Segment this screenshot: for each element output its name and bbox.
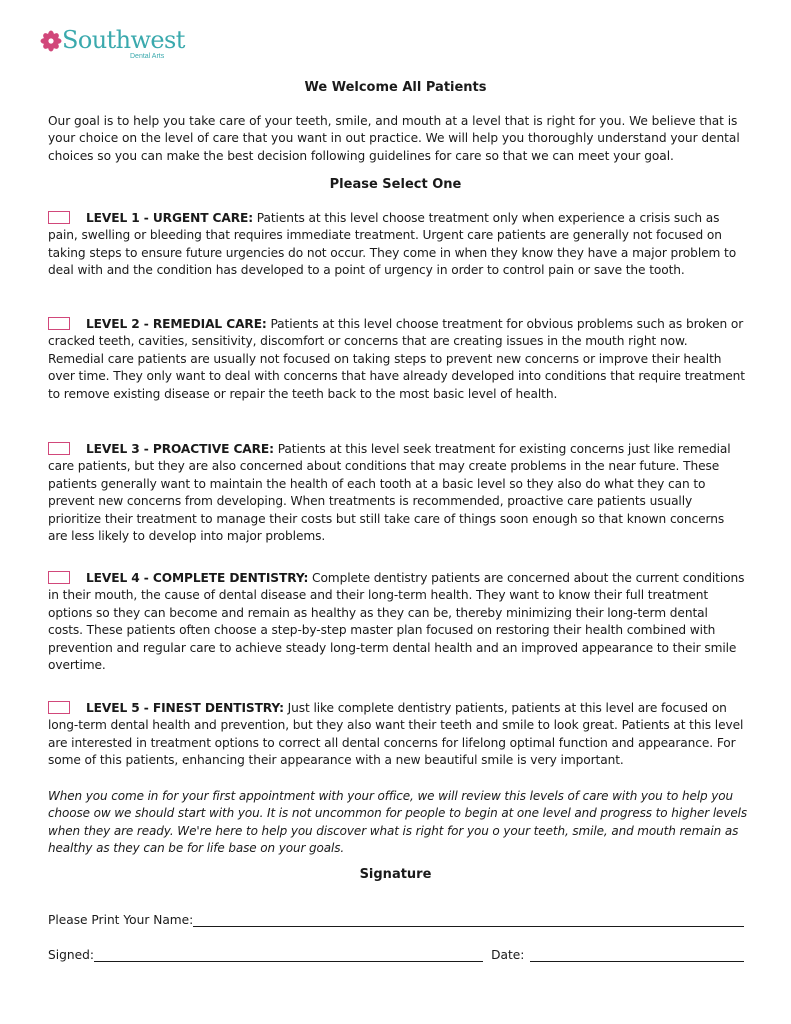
- date-label: Date:: [491, 948, 525, 962]
- level-3-description: Patients at this level seek treatment for existing concerns just like remedial care patients, but they are also concerned about conditions that may create problems in the near future. These patients generally want to maintain the health of each tooth at a basic level so they also do what they can to prevent new concerns from developing. When treatments is recommended, proactive care patients usually prioritize their treatment to manage their costs but still take care of things soon enough so that known concerns are less likely to develop into major problems.: [48, 442, 731, 544]
- level-4-title: LEVEL 4 - COMPLETE DENTISTRY:: [86, 571, 309, 585]
- practice-logo: [40, 26, 210, 62]
- level-3-title: LEVEL 3 - PROACTIVE CARE:: [86, 442, 274, 456]
- select-heading: Please Select One: [329, 177, 462, 192]
- signature-field-row: [48, 946, 744, 962]
- name-label: Please Print Your Name:: [48, 913, 194, 927]
- signature-line-field[interactable]: [94, 946, 483, 962]
- level-5-option: [48, 700, 746, 770]
- level-5-title: LEVEL 5 - FINEST DENTISTRY:: [86, 701, 284, 715]
- level-3-option: [48, 441, 746, 545]
- level-4-description: Complete dentistry patients are concerned about the current conditions in their mouth, the cause of dental disease and their long-term health. They want to know their full treatment options so they can become and remain as healthy as they can be, thereby minimizing their long-term dental costs. These patients often choose a step-by-step master plan focused on restoring their health combined with prevention and regular care to achieve steady long-term dental health and an improved appearance to their smile overtime.: [48, 571, 745, 673]
- level-2-checkbox[interactable]: [48, 317, 70, 330]
- level-5-description: Just like complete dentistry patients, patients at this level are focused on long-term dental health and prevention, but they also want their teeth and smile to look great. Patients at this level are interested in treatment options to correct all dental concerns for lifelong optimal function and appearance. For some of this patients, enhancing their appearance with a new beautiful smile is very important.: [48, 701, 744, 768]
- date-line-field[interactable]: [530, 946, 744, 962]
- page-title: We Welcome All Patients: [304, 80, 487, 95]
- level-5-checkbox[interactable]: [48, 701, 70, 714]
- signature-heading: Signature: [359, 867, 432, 882]
- closing-note: When you come in for your first appointment with your office, we will review this levels of care with you to help you choose ow we should start with you. It is not uncommon for people to begin at one level and progress to higher levels when they are ready. We're here to help you discover what is right for you o your teeth, smile, and mouth remain as healthy as they can be for life base on your goals.: [48, 789, 748, 856]
- name-line-field[interactable]: [193, 911, 744, 927]
- flower-icon: [40, 30, 62, 52]
- logo-subtitle: Dental Arts: [130, 53, 165, 60]
- level-2-option: [48, 316, 746, 403]
- intro-paragraph: Our goal is to help you take care of your teeth, smile, and mouth at a level that is right for you. We believe that is your choice on the level of care that you want in out practice. We will help you thoroughly understand your dental choices so you can make the best decision following guidelines for care so that we can meet your goal.: [48, 114, 740, 163]
- level-3-checkbox[interactable]: [48, 442, 70, 455]
- level-1-title: LEVEL 1 - URGENT CARE:: [86, 211, 254, 225]
- level-2-description: Patients at this level choose treatment for obvious problems such as broken or cracked teeth, cavities, sensitivity, discomfort or concerns that are creating issues in the mouth right now. Remedial care patients are usually not focused on taking steps to prevent new concerns or improve their health over time. They only want to deal with concerns that have already developed into conditions that require treatment to remove existing disease or repair the teeth back to the most basic level of health.: [48, 317, 745, 401]
- level-4-checkbox[interactable]: [48, 571, 70, 584]
- level-1-checkbox[interactable]: [48, 211, 70, 224]
- name-field-row: [48, 911, 744, 927]
- level-1-description: Patients at this level choose treatment only when experience a crisis such as pain, swelling or bleeding that requires immediate treatment. Urgent care patients are generally not focused on taking steps to ensure future urgencies do not occur. They come in when they know they have a major problem to deal with and the condition has developed to a point of urgency in order to control pain or save the tooth.: [48, 211, 737, 278]
- signed-label: Signed:: [48, 948, 94, 962]
- level-2-title: LEVEL 2 - REMEDIAL CARE:: [86, 317, 267, 331]
- level-4-option: [48, 570, 746, 674]
- logo-name: Southwest: [62, 26, 185, 54]
- level-1-option: [48, 210, 746, 280]
